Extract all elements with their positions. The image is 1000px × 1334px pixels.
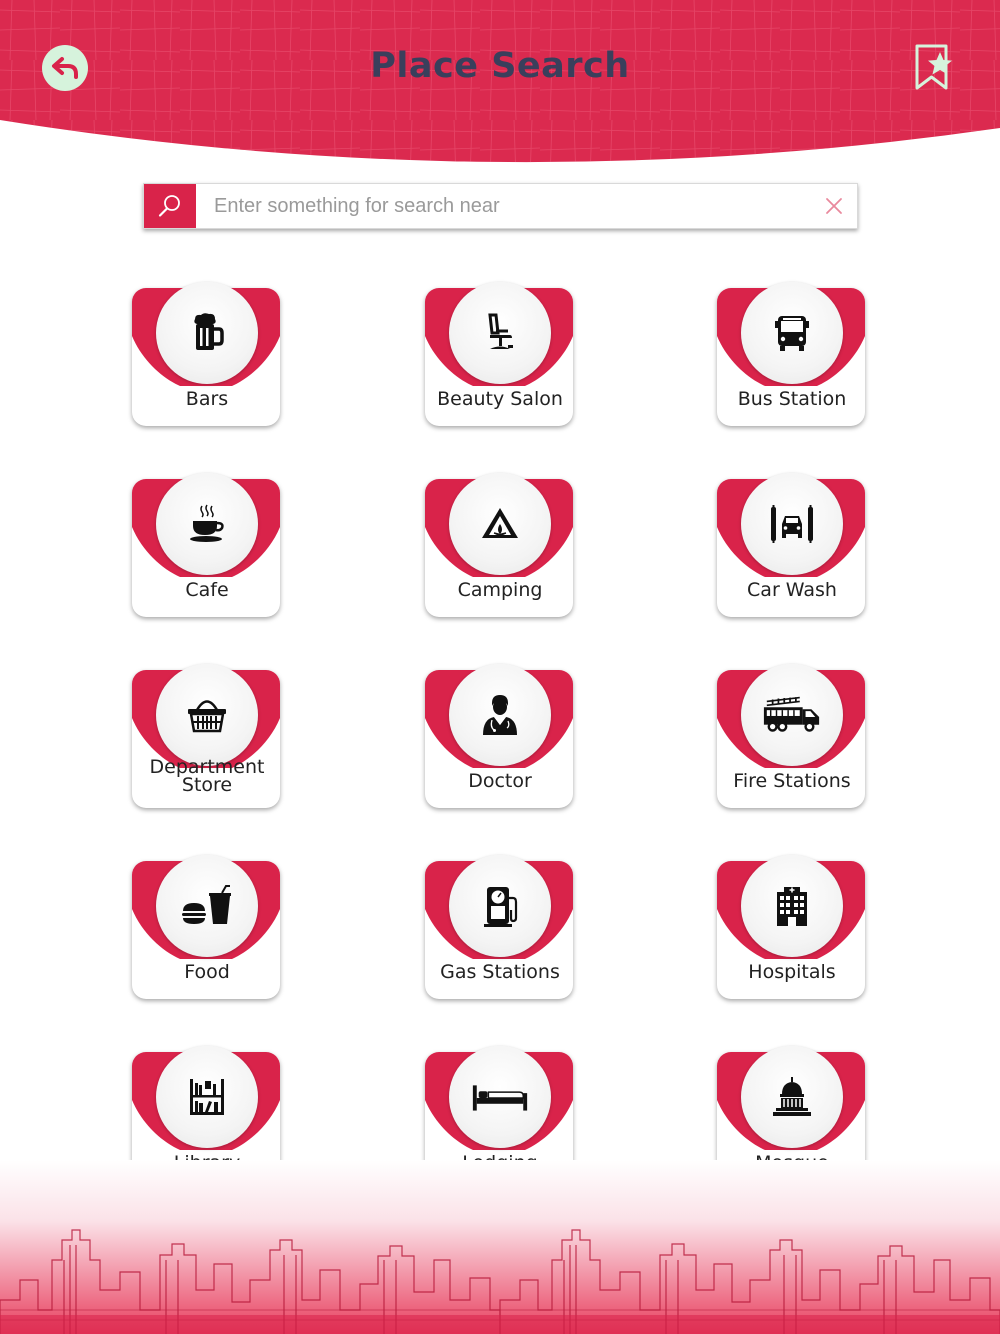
category-food[interactable]: [132, 853, 282, 1003]
category-label: Fire Stations: [733, 770, 851, 792]
category-fire-stations[interactable]: [717, 662, 867, 812]
category-label: Bars: [185, 388, 229, 410]
page-title: Place Search: [370, 46, 630, 86]
hospital-building-icon: [770, 884, 814, 928]
category-beauty-salon[interactable]: [425, 280, 575, 430]
category-icon-disc: [449, 855, 551, 957]
search-icon: [157, 193, 183, 219]
footer-skyline: [0, 1160, 1000, 1334]
fuel-pump-icon: [478, 884, 522, 928]
category-icon-disc: [156, 664, 258, 766]
category-car-wash[interactable]: [717, 471, 867, 621]
shopping-basket-icon: [185, 693, 229, 737]
category-label: Doctor: [468, 770, 532, 792]
category-label: Cafe: [185, 579, 229, 601]
category-icon-disc: [449, 1046, 551, 1148]
bus-icon: [770, 311, 814, 355]
category-icon-disc: [449, 282, 551, 384]
city-skyline-illustration: [0, 1160, 1000, 1334]
category-label: Food: [184, 961, 230, 983]
clear-search-button[interactable]: [811, 184, 857, 228]
beer-mug-icon: [185, 311, 229, 355]
fire-truck-icon: [761, 693, 823, 737]
salon-chair-icon: [478, 311, 522, 355]
bed-icon: [469, 1075, 531, 1119]
category-icon-disc: [449, 664, 551, 766]
category-hospitals[interactable]: [717, 853, 867, 1003]
search-bar: [143, 183, 858, 229]
category-icon-disc: [741, 855, 843, 957]
category-label: Car Wash: [747, 579, 837, 601]
category-icon-disc: [741, 282, 843, 384]
burger-drink-icon: [180, 884, 234, 928]
search-input[interactable]: [196, 184, 811, 228]
category-icon-disc: [156, 282, 258, 384]
coffee-cup-icon: [185, 502, 229, 546]
category-bus-station[interactable]: [717, 280, 867, 430]
category-icon-disc: [156, 1046, 258, 1148]
category-bars[interactable]: [132, 280, 282, 430]
tent-icon: [478, 502, 522, 546]
category-doctor[interactable]: [425, 662, 575, 812]
favorites-button[interactable]: [910, 42, 960, 92]
search-button[interactable]: [144, 184, 196, 228]
category-gas-stations[interactable]: [425, 853, 575, 1003]
close-icon: [825, 197, 843, 215]
category-icon-disc: [156, 855, 258, 957]
category-icon-disc: [156, 473, 258, 575]
category-label: Beauty Salon: [437, 388, 563, 410]
category-icon-disc: [741, 1046, 843, 1148]
category-icon-disc: [741, 664, 843, 766]
category-department-store[interactable]: [132, 662, 282, 812]
category-label: Hospitals: [748, 961, 836, 983]
bookshelf-icon: [185, 1075, 229, 1119]
category-label: Camping: [457, 579, 543, 601]
car-wash-icon: [770, 502, 814, 546]
category-icon-disc: [449, 473, 551, 575]
bookmark-star-icon: [910, 42, 960, 92]
header: [0, 0, 1000, 170]
doctor-icon: [478, 693, 522, 737]
dome-building-icon: [770, 1075, 814, 1119]
category-label: Department Store: [149, 756, 265, 796]
category-cafe[interactable]: [132, 471, 282, 621]
category-camping[interactable]: [425, 471, 575, 621]
category-label: Bus Station: [737, 388, 847, 410]
category-icon-disc: [741, 473, 843, 575]
category-label: Gas Stations: [440, 961, 560, 983]
